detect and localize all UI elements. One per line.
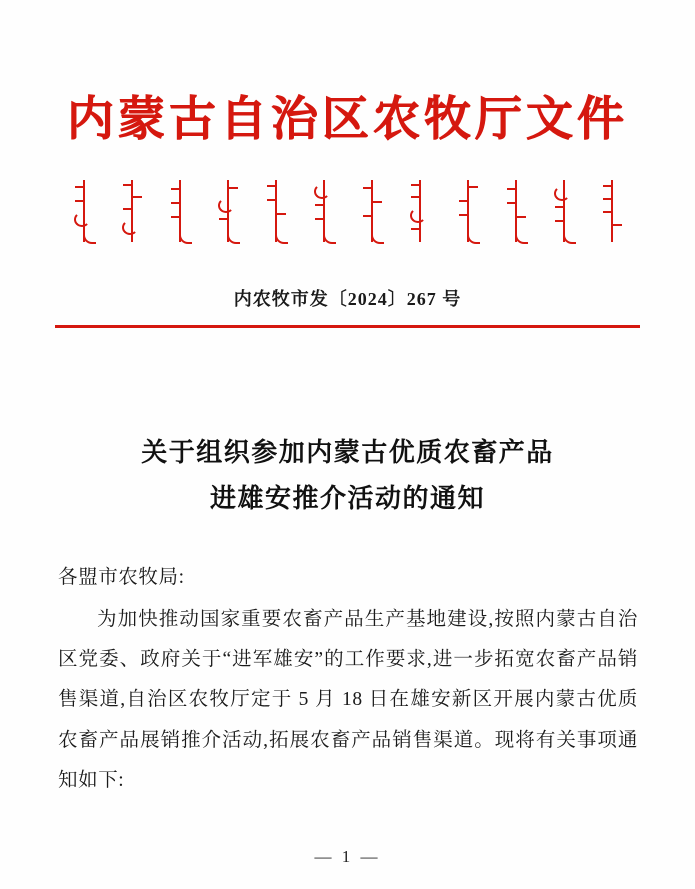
mongolian-glyph — [215, 178, 241, 244]
mongolian-glyph — [263, 178, 289, 244]
body-paragraph-1: 为加快推动国家重要农畜产品生产基地建设,按照内蒙古自治区党委、政府关于“进军雄安”的工作要求,进一步拓宽农畜产品销售渠道,自治区农牧厅定于 5 月 18 日在雄安新区开展内蒙古优质农畜产品展销推介活动,拓展农畜产品销售渠道。现将有关事项通知如下: — [58, 609, 638, 791]
document-number: 内农牧市发〔2024〕267 号 — [233, 289, 462, 309]
page-title — [0, 430, 695, 521]
mongolian-script-caption — [0, 178, 695, 248]
salutation: 各盟市农牧局: — [58, 567, 185, 588]
mongolian-glyph — [167, 178, 193, 244]
mongolian-glyph — [599, 178, 625, 244]
mongolian-glyph — [407, 178, 433, 244]
masthead-title: 内蒙古自治区农牧厅文件 — [67, 94, 628, 146]
mongolian-glyph — [359, 178, 385, 244]
mongolian-glyph — [455, 178, 481, 244]
mongolian-glyph — [119, 178, 145, 244]
mongolian-glyph — [71, 178, 97, 244]
title-line-2: 进雄安推介活动的通知 — [209, 483, 485, 513]
red-divider-rule — [55, 325, 640, 328]
masthead — [0, 95, 695, 147]
mongolian-glyph — [551, 178, 577, 244]
document-body — [58, 558, 638, 801]
page-number: — 1 — — [314, 847, 381, 866]
mongolian-glyph — [311, 178, 337, 244]
title-line-1: 关于组织参加内蒙古优质农畜产品 — [141, 438, 554, 467]
mongolian-glyph — [503, 178, 529, 244]
